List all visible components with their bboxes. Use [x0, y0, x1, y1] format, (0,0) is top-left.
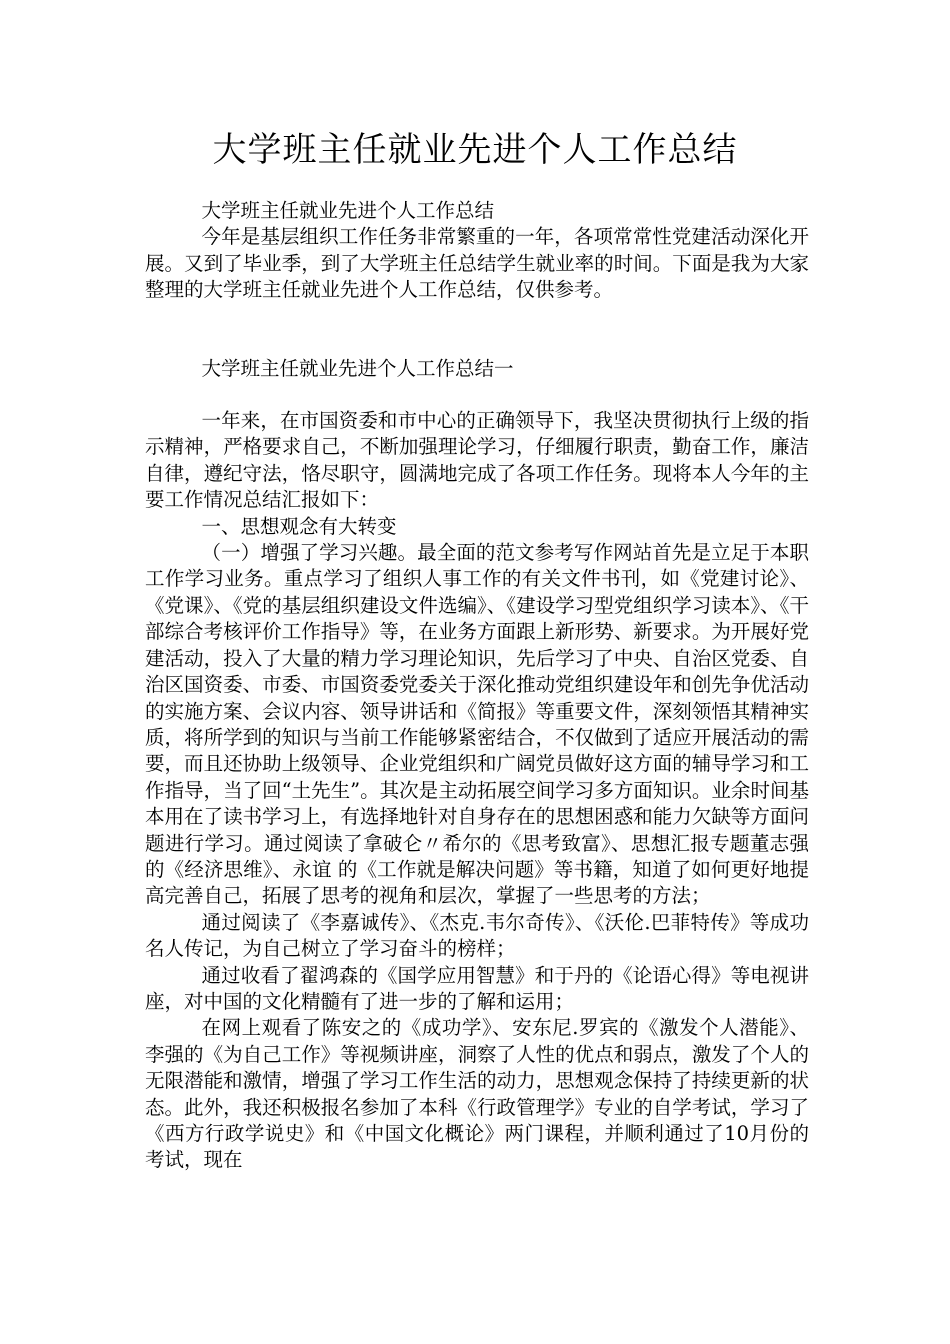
- section-heading: 大学班主任就业先进个人工作总结一: [201, 356, 514, 380]
- document-title: 大学班主任就业先进个人工作总结: [212, 130, 738, 170]
- body-paragraph: 在网上观看了陈安之的《成功学》、安东尼.罗宾的《激发个人潜能》、李强的《为自己工作》等视频讲座，洞察了人性的优点和弱点，激发了个人的无限潜能和激情，增强了学习工作生活的动力，思想观念保持了持续更新的状态。此外，我还积极报名参加了本科《行政管理学》专业的自学考试，学习了《西方行政学说史》和《中国文化概论》两门课程，并顺利通过了10月份的考试，现在: [145, 1016, 809, 1172]
- intro-heading: 大学班主任就业先进个人工作总结: [201, 199, 495, 222]
- body-paragraph: （一）增强了学习兴趣。最全面的范文参考写作网站首先是立足于本职工作学习业务。重点学习了组织人事工作的有关文件书刊，如《党建讨论》、《党课》、《党的基层组织建设文件选编》、《建设学习型党组织学习读本》、《干部综合考核评价工作指导》等，在业务方面跟上新形势、新要求。为开展好党建活动，投入了大量的精力学习理论知识，先后学习了中央、自治区党委、自治区国资委、市委、市国资委党委关于深化推动党组织建设年和创先争优活动的实施方案、会议内容、领导讲话和《简报》等重要文件，深刻领悟其精神实质，将所学到的知识与当前工作能够紧密结合，不仅做到了适应开展活动的需要，而且还协助上级领导、企业党组织和广阔党员做好这方面的辅导学习和工作指导，当了回“土先生”。其次是主动拓展空间学习多方面知识。业余时间基本用在了读书学习上，有选择地针对自身存在的思想困惑和能力欠缺等方面问题进行学习。通过阅读了拿破仑〃希尔的《思考致富》、思想汇报专题董志强的《经济思维》、永谊 的《工作就是解决问题》等书籍，知道了如何更好地提高完善自己，拓展了思考的视角和层次，掌握了一些思考的方法；: [145, 541, 809, 908]
- body-paragraph: 通过阅读了《李嘉诚传》、《杰克.韦尔奇传》、《沃伦.巴菲特传》等成功名人传记，为自己树立了学习奋斗的榜样；: [145, 910, 809, 961]
- body-paragraph: 一年来，在市国资委和市中心的正确领导下，我坚决贯彻执行上级的指示精神，严格要求自己，不断加强理论学习，仔细履行职责，勤奋工作，廉洁自律，遵纪守法，恪尽职守，圆满地完成了各项工作任务。现将本人今年的主要工作情况总结汇报如下：: [145, 409, 809, 512]
- subsection-heading: 一、思想观念有大转变: [201, 514, 397, 538]
- intro-paragraph: 今年是基层组织工作任务非常繁重的一年，各项常常性党建活动深化开展。又到了毕业季，到了大学班主任总结学生就业率的时间。下面是我为大家整理的大学班主任就业先进个人工作总结，仅供参考。: [145, 225, 809, 302]
- body-paragraph: 通过收看了翟鸿森的《国学应用智慧》和于丹的《论语心得》等电视讲座，对中国的文化精髓有了进一步的了解和运用；: [145, 963, 809, 1013]
- document-body: [145, 198, 809, 1174]
